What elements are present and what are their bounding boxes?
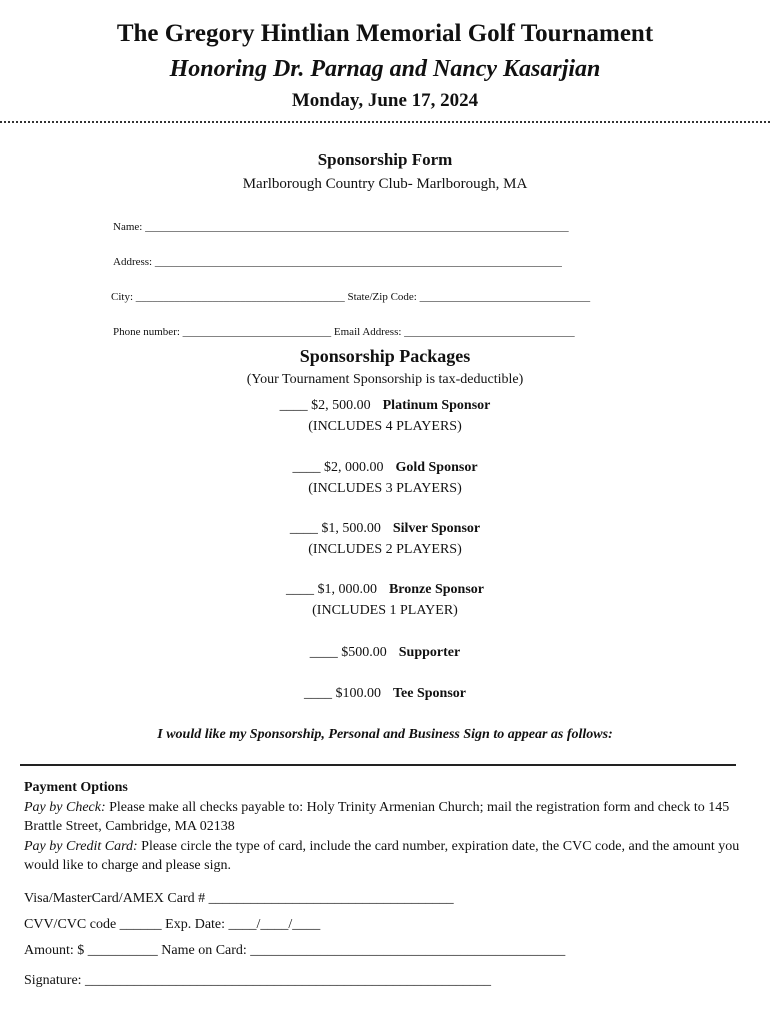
sign-prompt: I would like my Sponsorship, Personal and Business Sign to appear as follows: xyxy=(157,727,613,742)
package-gold[interactable] xyxy=(0,460,770,476)
package-tee[interactable] xyxy=(0,686,770,702)
package-amount: ____ $1, 000.00 xyxy=(285,582,377,597)
pay-by-check-label: Pay by Check: xyxy=(24,799,106,815)
amount-name-field[interactable]: Amount: $ __________ Name on Card: _____________________________________________ xyxy=(24,943,566,958)
section-divider xyxy=(20,764,736,766)
package-platinum[interactable] xyxy=(0,398,770,414)
package-amount: ____ $100.00 xyxy=(303,686,381,701)
city-state-zip-field[interactable]: City: ______________________________________ State/Zip Code: _______________________________ xyxy=(111,291,591,303)
name-field[interactable]: Name: _____________________________________________________________________________ xyxy=(113,221,569,233)
payment-section xyxy=(24,778,754,876)
package-name: Platinum Sponsor xyxy=(382,398,491,413)
package-name: Supporter xyxy=(398,645,461,660)
package-supporter[interactable] xyxy=(0,645,770,661)
package-amount: ____ $500.00 xyxy=(309,645,387,660)
event-location: Marlborough Country Club- Marlborough, MA xyxy=(242,176,528,192)
honoring-subtitle: Honoring Dr. Parnag and Nancy Kasarjian xyxy=(169,56,601,82)
package-bronze[interactable] xyxy=(0,582,770,598)
pay-by-card-text xyxy=(24,837,754,876)
package-name: Bronze Sponsor xyxy=(388,582,485,597)
payment-title: Payment Options xyxy=(24,780,128,795)
package-name: Gold Sponsor xyxy=(395,460,478,475)
package-silver[interactable] xyxy=(0,521,770,537)
phone-email-field[interactable]: Phone number: ___________________________ Email Address: _______________________________ xyxy=(113,326,575,338)
pay-by-check-text xyxy=(24,798,754,837)
pay-by-card-label: Pay by Credit Card: xyxy=(24,838,138,854)
package-includes: (INCLUDES 3 PLAYERS) xyxy=(308,481,462,496)
package-amount: ____ $1, 500.00 xyxy=(289,521,381,536)
package-name: Tee Sponsor xyxy=(392,686,466,701)
dotted-divider xyxy=(0,121,770,123)
package-includes: (INCLUDES 2 PLAYERS) xyxy=(308,542,462,557)
package-includes: (INCLUDES 4 PLAYERS) xyxy=(308,419,462,434)
package-amount: ____ $2, 500.00 xyxy=(279,398,371,413)
card-number-field[interactable]: Visa/MasterCard/AMEX Card # ___________________________________ xyxy=(24,891,454,906)
package-name: Silver Sponsor xyxy=(392,521,481,536)
signature-field[interactable]: Signature: __________________________________________________________ xyxy=(24,973,492,988)
pay-by-card-body: Please circle the type of card, include the card number, expiration date, the CVC code, and the amount you would like to charge and please sign. xyxy=(24,838,740,873)
packages-title: Sponsorship Packages xyxy=(299,346,471,366)
package-amount: ____ $2, 000.00 xyxy=(292,460,384,475)
address-field[interactable]: Address: __________________________________________________________________________ xyxy=(113,256,562,268)
tournament-title: The Gregory Hintlian Memorial Golf Tournament xyxy=(116,20,654,47)
form-title: Sponsorship Form xyxy=(317,150,453,169)
package-includes: (INCLUDES 1 PLAYER) xyxy=(312,603,458,618)
event-date: Monday, June 17, 2024 xyxy=(291,90,479,111)
cvv-expiry-field[interactable]: CVV/CVC code ______ Exp. Date: ____/____/____ xyxy=(24,917,321,932)
packages-subtitle: (Your Tournament Sponsorship is tax-deductible) xyxy=(246,372,524,387)
pay-by-check-body: Please make all checks payable to: Holy Trinity Armenian Church; mail the registration form and check to 145 Brattle Street, Cambridge, MA 02138 xyxy=(24,799,730,834)
